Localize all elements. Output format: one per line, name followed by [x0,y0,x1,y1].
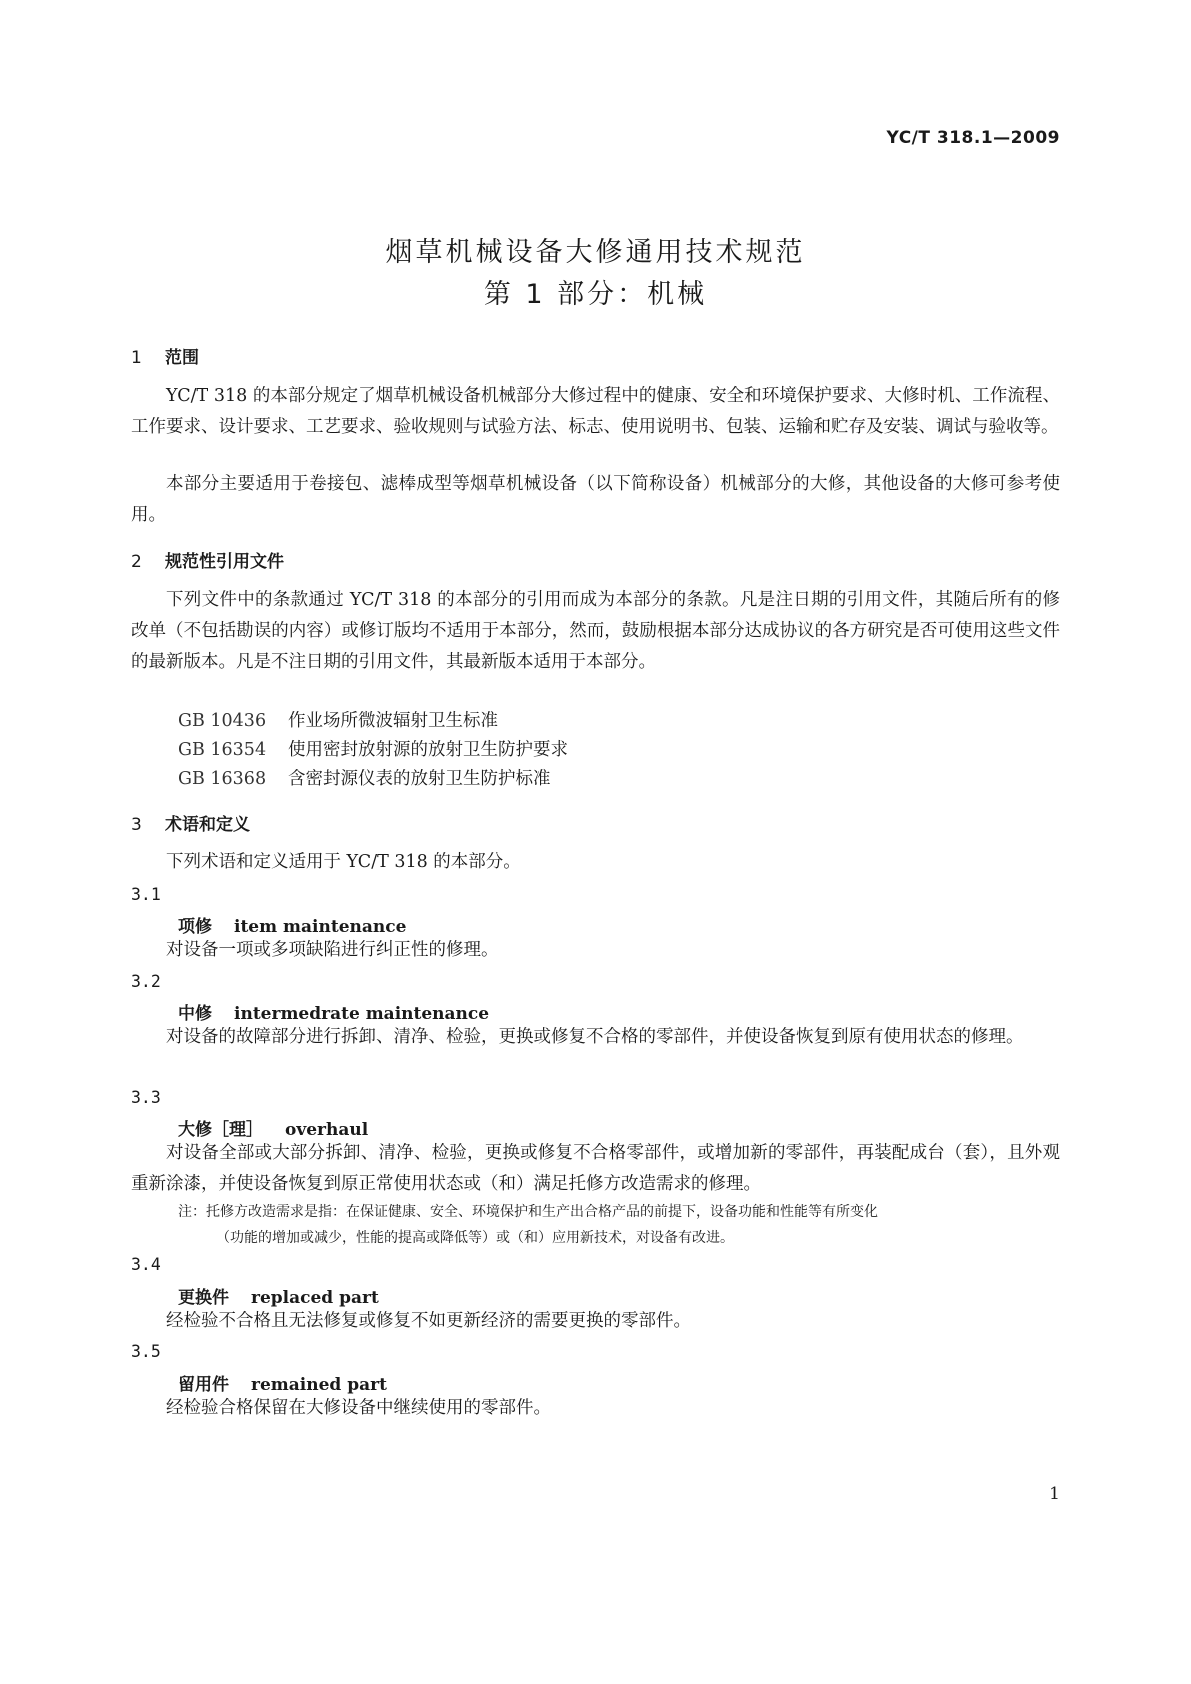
section-1-paragraph-1: YC/T 318 的本部分规定了烟草机械设备机械部分大修过程中的健康、安全和环境保护要求、大修时机、工作流程、工作要求、设计要求、工艺要求、验收规则与试验方法、标志、使用说明书、包装、运输和贮存及安装、调试与验收等。 [131,386,1060,437]
term-heading [178,1115,368,1140]
term-english: remained part [251,1375,387,1395]
section-title: 术语和定义 [165,815,250,835]
term-chinese: 项修 [178,917,212,937]
note-line: （功能的增加或减少，性能的提高或降低等）或（和）应用新技术，对设备有改进。 [216,1230,734,1246]
section-number: 3 [131,815,142,835]
reference-title: 使用密封放射源的放射卫生防护要求 [288,740,568,760]
reference-item [178,765,551,790]
term-definition: 对设备一项或多项缺陷进行纠正性的修理。 [166,940,499,960]
term-note [178,1199,1060,1251]
term-number: 3.3 [131,1088,161,1107]
term-english: intermedrate maintenance [234,1004,490,1024]
term-heading [178,999,489,1024]
term-chinese: 更换件 [178,1288,229,1308]
term-heading [178,912,406,937]
term-chinese: 大修［理］ [178,1120,263,1140]
reference-item [178,736,568,761]
document-title: 烟草机械设备大修通用技术规范 [385,237,806,268]
page-number: 1 [1049,1484,1060,1504]
standard-code: YC/T 318.1—2009 [886,128,1060,148]
section-title: 规范性引用文件 [165,552,284,572]
reference-code: GB 16368 [178,769,267,789]
section-2-heading [131,547,284,572]
term-definition: 对设备全部或大部分拆卸、清净、检验，更换或修复不合格零部件，或增加新的零部件，再装配成台（套），且外观重新涂漆，并使设备恢复到原正常使用状态或（和）满足托修方改造需求的修理。 [131,1143,1060,1194]
reference-item [178,707,498,732]
term-definition: 经检验不合格且无法修复或修复不如更新经济的需要更换的零部件。 [166,1311,691,1331]
term-definition: 经检验合格保留在大修设备中继续使用的零部件。 [166,1398,551,1418]
reference-title: 含密封源仪表的放射卫生防护标准 [288,769,551,789]
term-number: 3.5 [131,1342,161,1361]
term-number: 3.1 [131,885,161,904]
term-english: overhaul [285,1120,369,1140]
section-3-intro: 下列术语和定义适用于 YC/T 318 的本部分。 [166,852,521,872]
term-english: replaced part [251,1288,379,1308]
section-1-paragraph-2: 本部分主要适用于卷接包、滤棒成型等烟草机械设备（以下简称设备）机械部分的大修，其他设备的大修可参考使用。 [131,474,1060,525]
document-subtitle: 第 1 部分：机械 [483,279,708,310]
reference-code: GB 10436 [178,711,267,731]
term-heading [178,1370,387,1395]
term-english: item maintenance [234,917,407,937]
section-1-heading [131,343,199,368]
reference-title: 作业场所微波辐射卫生标准 [288,711,498,731]
section-number: 1 [131,348,142,368]
section-title: 范围 [165,348,199,368]
term-heading [178,1283,379,1308]
term-chinese: 中修 [178,1004,212,1024]
section-2-paragraph: 下列文件中的条款通过 YC/T 318 的本部分的引用而成为本部分的条款。凡是注日期的引用文件，其随后所有的修改单（不包括勘误的内容）或修订版均不适用于本部分，然而，鼓励根据本部分达成协议的各方研究是否可使用这些文件的最新版本。凡是不注日期的引用文件，其最新版本适用于本部分。 [131,590,1060,672]
section-number: 2 [131,552,142,572]
section-3-heading [131,810,250,835]
term-number: 3.4 [131,1255,161,1274]
note-line: 注：托修方改造需求是指：在保证健康、安全、环境保护和生产出合格产品的前提下，设备功能和性能等有所变化 [178,1204,878,1220]
term-definition: 对设备的故障部分进行拆卸、清净、检验，更换或修复不合格的零部件，并使设备恢复到原有使用状态的修理。 [166,1027,1024,1047]
reference-code: GB 16354 [178,740,267,760]
term-number: 3.2 [131,972,161,991]
term-chinese: 留用件 [178,1375,229,1395]
